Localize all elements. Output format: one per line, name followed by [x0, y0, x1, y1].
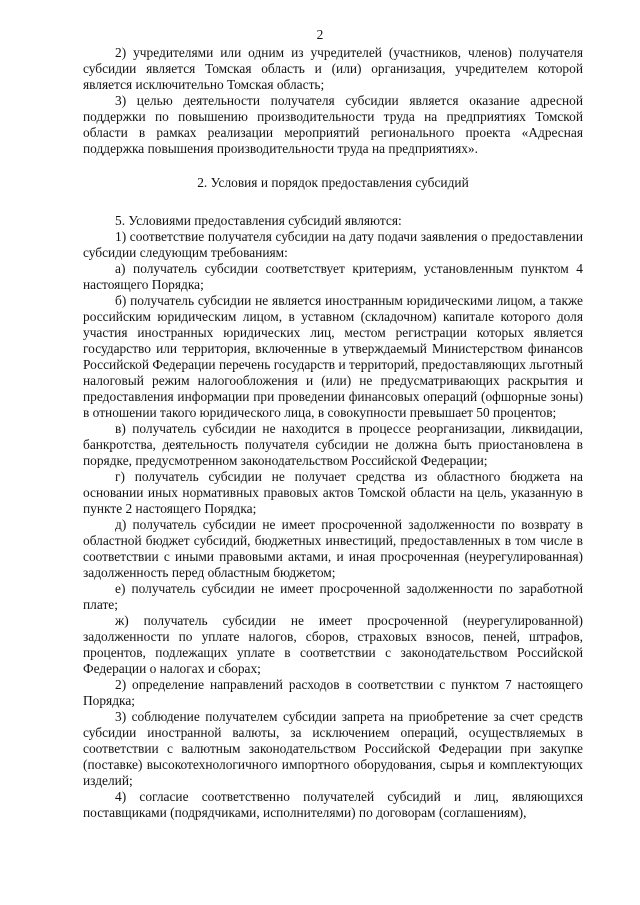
- paragraph: 5. Условиями предоставления субсидий являются:: [115, 213, 402, 228]
- page-number: 2: [316, 27, 324, 42]
- paragraph: 3) целью деятельности получателя субсидии является оказание адресной поддержки по повышению производительности труда на предприятиях Томской области в рамках реализации мероприятий регионального проекта «Адресная поддержка повышения производительности труда на предприятиях».: [83, 93, 583, 156]
- section-heading: 2. Условия и порядок предоставления субсидий: [197, 175, 469, 190]
- paragraph: д) получатель субсидии не имеет просроченной задолженности по возврату в областной бюджет субсидий, бюджетных инвестиций, предоставленных в том числе в соответствии с иными правовыми актами, и иная просроченная (неурегулированная) задолженность перед областным бюджетом;: [83, 517, 583, 580]
- paragraph: в) получатель субсидии не находится в процессе реорганизации, ликвидации, банкротства, деятельность получателя субсидии не должна быть приостановлена в порядке, предусмотренном законодательством Российской Федерации;: [83, 421, 583, 468]
- paragraph: 4) согласие соответственно получателей субсидий и лиц, являющихся поставщиками (подрядчиками, исполнителями) по договорам (соглашениям),: [83, 789, 583, 820]
- paragraph: 1) соответствие получателя субсидии на дату подачи заявления о предоставлении субсидии следующим требованиям:: [83, 229, 583, 260]
- paragraph: ж) получатель субсидии не имеет просроченной (неурегулированной) задолженности по уплате налогов, сборов, страховых взносов, пеней, штрафов, процентов, подлежащих уплате в соответствии с законодательством Российской Федерации о налогах и сборах;: [83, 613, 583, 676]
- paragraph: а) получатель субсидии соответствует критериям, установленным пунктом 4 настоящего Порядка;: [83, 261, 583, 292]
- paragraph: е) получатель субсидии не имеет просроченной задолженности по заработной плате;: [83, 581, 583, 612]
- paragraph: 2) учредителями или одним из учредителей (участников, членов) получателя субсидии является Томская область и (или) организация, учредителем которой является исключительно Томская область;: [83, 45, 583, 92]
- document-body: [83, 45, 583, 821]
- paragraph: б) получатель субсидии не является иностранным юридическими лицом, а также российским юридическим лицом, в уставном (складочном) капитале которого доля участия иностранных юридических лиц, местом регистрации которых является государство или территория, включенные в утверждаемый Министерством финансов Российской Федерации перечень государств и территорий, предоставляющих льготный налоговый режим налогообложения и (или) не предусматривающих раскрытия и предоставления информации при проведении финансовых операций (офшорные зоны) в отношении такого юридического лица, в совокупности превышает 50 процентов;: [83, 293, 583, 420]
- paragraph: 3) соблюдение получателем субсидии запрета на приобретение за счет средств субсидии иностранной валюты, за исключением операций, осуществляемых в соответствии с валютным законодательством Российской Федерации при закупке (поставке) высокотехнологичного импортного оборудования, сырья и комплектующих изделий;: [83, 709, 583, 788]
- paragraph: г) получатель субсидии не получает средства из областного бюджета на основании иных нормативных правовых актов Томской области на цель, указанную в пункте 2 настоящего Порядка;: [83, 469, 583, 516]
- paragraph: 2) определение направлений расходов в соответствии с пунктом 7 настоящего Порядка;: [83, 677, 583, 708]
